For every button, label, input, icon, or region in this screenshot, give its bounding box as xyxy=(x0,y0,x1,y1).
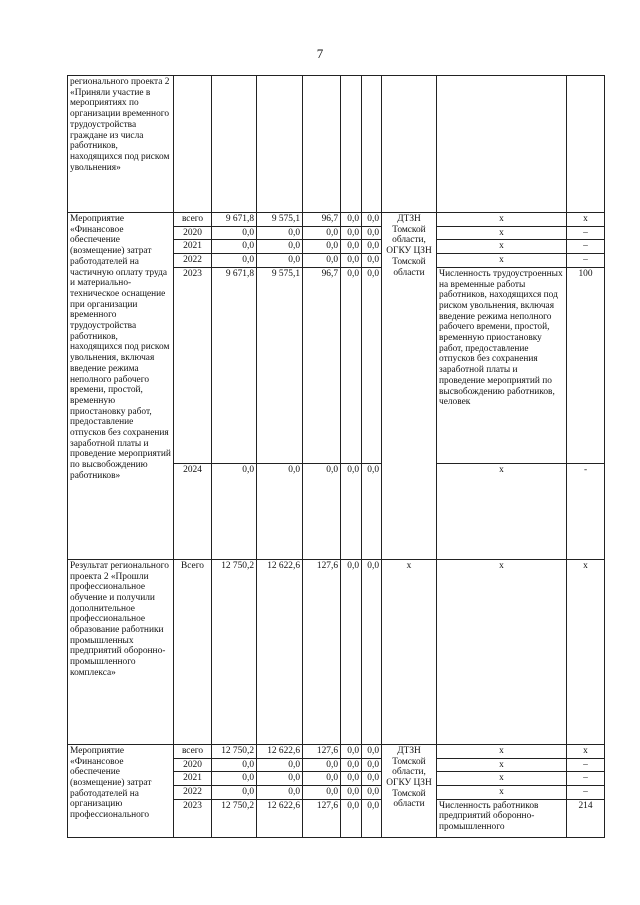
vb-cell: 0,0 xyxy=(362,758,382,772)
event2-indicator: Численность работников предприятий оборонно-промышленного xyxy=(437,799,567,837)
fb-cell: 0,0 xyxy=(257,463,303,559)
fb-cell: 0,0 xyxy=(257,254,303,268)
year-cell: 2023 xyxy=(174,267,212,463)
fb-cell: 0,0 xyxy=(257,758,303,772)
table-row xyxy=(68,744,605,758)
fb-cell: 0,0 xyxy=(257,240,303,254)
ob-cell: 0,0 xyxy=(303,785,341,799)
total-cell: 12 750,2 xyxy=(212,744,257,758)
mb-cell: 0,0 xyxy=(341,226,362,240)
year-cell: 2022 xyxy=(174,254,212,268)
ob-cell: 0,0 xyxy=(303,226,341,240)
mb-cell: 0,0 xyxy=(341,785,362,799)
ob-cell: 127,6 xyxy=(303,799,341,837)
result2-name: Результат регионального проекта 2 «Прошли профессиональное обучение и получили дополнительное профессиональное образование работники промышленных предприятий оборонно-промышленного комплекса» xyxy=(68,559,174,744)
table-row xyxy=(68,559,605,744)
fb-cell: 9 575,1 xyxy=(257,213,303,227)
total-cell: 0,0 xyxy=(212,254,257,268)
program-table xyxy=(67,75,605,838)
mb-cell: 0,0 xyxy=(341,758,362,772)
event2-executor: ДТЗН Томской области, ОГКУ ЦЗН Томской области xyxy=(382,744,437,837)
mb-cell: 0,0 xyxy=(341,463,362,559)
vb-cell: 0,0 xyxy=(362,254,382,268)
value-cell: х xyxy=(567,744,605,758)
indicator-cell: х xyxy=(437,463,567,559)
indicator-cell: х xyxy=(437,226,567,240)
result2-executor: х xyxy=(382,559,437,744)
event1-indicator: Численность трудоустроенных на временные работы работников, находящихся под риском увольнения, включая введение режима неполного рабочего времени, простой, временную приостановку работ, предоставление отпусков без сохранения заработной платы и проведение мероприятий по высвобождению работников, человек xyxy=(437,267,567,463)
vb-cell: 0,0 xyxy=(362,772,382,786)
indicator-cell: х xyxy=(437,240,567,254)
ob-cell: 127,6 xyxy=(303,559,341,744)
year-cell: 2021 xyxy=(174,772,212,786)
fb-cell: 0,0 xyxy=(257,226,303,240)
mb-cell: 0,0 xyxy=(341,799,362,837)
vb-cell: 0,0 xyxy=(362,226,382,240)
total-cell: 9 671,8 xyxy=(212,213,257,227)
indicator-cell: х xyxy=(437,758,567,772)
mb-cell: 0,0 xyxy=(341,267,362,463)
vb-cell: 0,0 xyxy=(362,463,382,559)
year-cell: 2024 xyxy=(174,463,212,559)
total-cell: 0,0 xyxy=(212,785,257,799)
year-cell: всего xyxy=(174,213,212,227)
fb-cell: 9 575,1 xyxy=(257,267,303,463)
ob-cell: 0,0 xyxy=(303,758,341,772)
total-cell: 9 671,8 xyxy=(212,267,257,463)
mb-cell: 0,0 xyxy=(341,744,362,758)
total-cell: 0,0 xyxy=(212,240,257,254)
value-cell: – xyxy=(567,772,605,786)
value-cell: – xyxy=(567,785,605,799)
fb-cell: 12 622,6 xyxy=(257,559,303,744)
value-cell: – xyxy=(567,240,605,254)
ob-cell: 127,6 xyxy=(303,744,341,758)
fb-cell: 12 622,6 xyxy=(257,799,303,837)
vb-cell: 0,0 xyxy=(362,240,382,254)
value-cell: - xyxy=(567,463,605,559)
year-cell: Всего xyxy=(174,559,212,744)
vb-cell: 0,0 xyxy=(362,744,382,758)
mb-cell: 0,0 xyxy=(341,254,362,268)
ob-cell: 0,0 xyxy=(303,254,341,268)
vb-cell: 0,0 xyxy=(362,799,382,837)
table-row xyxy=(68,76,605,213)
year-cell: 2023 xyxy=(174,799,212,837)
mb-cell: 0,0 xyxy=(341,213,362,227)
vb-cell: 0,0 xyxy=(362,559,382,744)
page-number: 7 xyxy=(316,46,324,61)
ob-cell: 96,7 xyxy=(303,267,341,463)
table-row xyxy=(68,213,605,227)
event1-name: Мероприятие «Финансовое обеспечение (возмещение) затрат работодателей на частичную оплату труда и материально-техническое оснащение при организации временного трудоустройства работников, находящихся под риском увольнения, включая введение режима неполного рабочего времени, простой, временную приостановку работ, предоставление отпусков без сохранения заработной платы и проведение мероприятий по высвобождению работников» xyxy=(68,213,174,560)
indicator-cell: х xyxy=(437,213,567,227)
year-cell: 2020 xyxy=(174,758,212,772)
vb-cell: 0,0 xyxy=(362,213,382,227)
fb-cell: 12 622,6 xyxy=(257,744,303,758)
indicator-cell: х xyxy=(437,254,567,268)
event1-executor: ДТЗН Томской области, ОГКУ ЦЗН Томской области xyxy=(382,213,437,560)
value-cell: 100 xyxy=(567,267,605,463)
value-cell: – xyxy=(567,758,605,772)
total-cell: 0,0 xyxy=(212,758,257,772)
ob-cell: 96,7 xyxy=(303,213,341,227)
year-cell: 2020 xyxy=(174,226,212,240)
value-cell: 214 xyxy=(567,799,605,837)
total-cell: 0,0 xyxy=(212,226,257,240)
result1-name: регионального проекта 2 «Приняли участие в мероприятиях по организации временного трудоустройства граждане из числа работников, находящихся под риском увольнения» xyxy=(68,76,174,213)
indicator-cell: х xyxy=(437,744,567,758)
value-cell: х xyxy=(567,213,605,227)
mb-cell: 0,0 xyxy=(341,772,362,786)
ob-cell: 0,0 xyxy=(303,772,341,786)
value-cell: – xyxy=(567,254,605,268)
event2-name: Мероприятие «Финансовое обеспечение (возмещение) затрат работодателей на организацию профессионального xyxy=(68,744,174,837)
year-cell: 2021 xyxy=(174,240,212,254)
total-cell: 0,0 xyxy=(212,463,257,559)
vb-cell: 0,0 xyxy=(362,785,382,799)
indicator-cell: х xyxy=(437,559,567,744)
total-cell: 12 750,2 xyxy=(212,559,257,744)
mb-cell: 0,0 xyxy=(341,559,362,744)
indicator-cell: х xyxy=(437,785,567,799)
fb-cell: 0,0 xyxy=(257,785,303,799)
value-cell: – xyxy=(567,226,605,240)
value-cell: х xyxy=(567,559,605,744)
vb-cell: 0,0 xyxy=(362,267,382,463)
year-cell: всего xyxy=(174,744,212,758)
fb-cell: 0,0 xyxy=(257,772,303,786)
total-cell: 12 750,2 xyxy=(212,799,257,837)
year-cell: 2022 xyxy=(174,785,212,799)
ob-cell: 0,0 xyxy=(303,463,341,559)
mb-cell: 0,0 xyxy=(341,240,362,254)
total-cell: 0,0 xyxy=(212,772,257,786)
indicator-cell: х xyxy=(437,772,567,786)
ob-cell: 0,0 xyxy=(303,240,341,254)
